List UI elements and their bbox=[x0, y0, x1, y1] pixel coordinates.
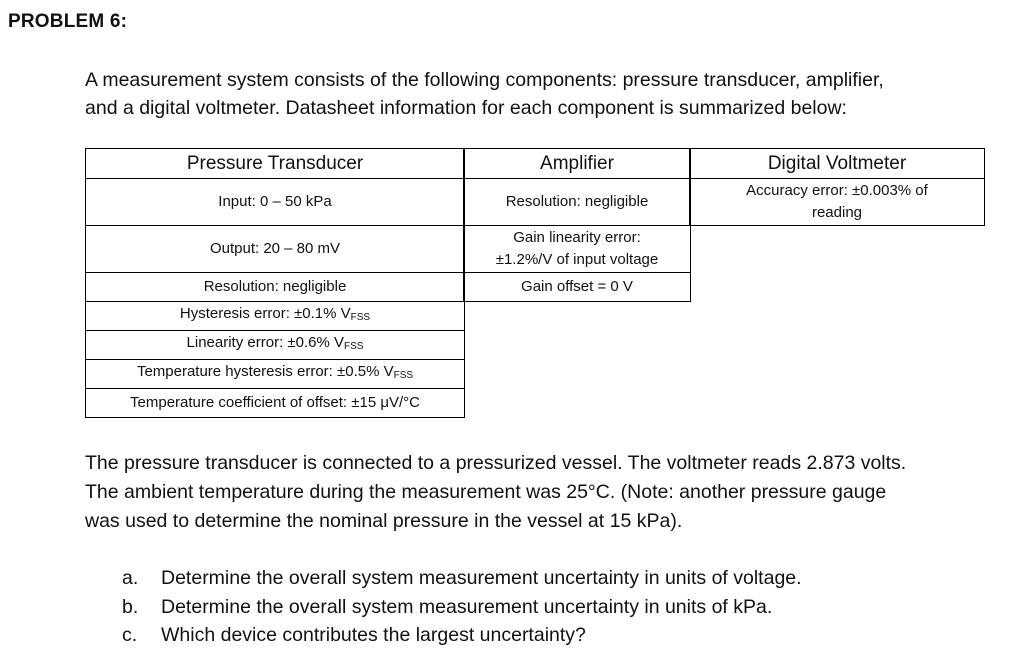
intro-line-1: A measurement system consists of the following components: pressure transducer, amplifier, bbox=[85, 69, 884, 91]
transducer-hysteresis bbox=[86, 302, 464, 331]
question-label: c. bbox=[122, 624, 138, 646]
gain-linearity-line-1: Gain linearity error: bbox=[513, 229, 641, 246]
scenario-line-2: The ambient temperature during the measurement was 25°C. (Note: another pressure gauge bbox=[85, 481, 887, 503]
accuracy-line-1: Accuracy error: ±0.003% of bbox=[746, 182, 928, 199]
amplifier-gain-linearity bbox=[464, 226, 690, 273]
amplifier-resolution: Resolution: negligible bbox=[464, 179, 690, 226]
transducer-temp-hysteresis bbox=[86, 360, 464, 389]
scenario-paragraph bbox=[85, 449, 1005, 536]
scenario-line-3: was used to determine the nominal pressure in the vessel at 15 kPa). bbox=[85, 510, 683, 532]
question-text: Which device contributes the largest uncertainty? bbox=[161, 624, 586, 646]
scenario-line-1: The pressure transducer is connected to a pressurized vessel. The voltmeter reads 2.873 volts. bbox=[85, 452, 907, 474]
accuracy-line-2: reading bbox=[811, 204, 863, 221]
transducer-resolution: Resolution: negligible bbox=[86, 273, 464, 302]
intro-paragraph bbox=[85, 66, 1005, 122]
transducer-linearity bbox=[86, 331, 464, 360]
temp-hysteresis-text: Temperature hysteresis error: ±0.5% V bbox=[136, 363, 394, 380]
amplifier-table bbox=[463, 148, 691, 302]
question-list bbox=[122, 564, 1002, 650]
problem-title: PROBLEM 6: bbox=[8, 11, 128, 32]
intro-line-2: and a digital voltmeter. Datasheet information for each component is summarized below: bbox=[85, 97, 847, 119]
fss-subscript: FSS bbox=[344, 341, 364, 352]
question-text: Determine the overall system measurement uncertainty in units of voltage. bbox=[161, 567, 802, 589]
transducer-table bbox=[85, 148, 465, 418]
question-label: a. bbox=[122, 567, 139, 589]
linearity-text: Linearity error: ±0.6% V bbox=[186, 334, 344, 351]
fss-subscript: FSS bbox=[393, 370, 414, 381]
amplifier-gain-offset: Gain offset = 0 V bbox=[464, 273, 690, 302]
voltmeter-accuracy bbox=[690, 179, 984, 226]
question-label: b. bbox=[122, 595, 139, 618]
question-item bbox=[122, 593, 1002, 622]
amplifier-header: Amplifier bbox=[464, 149, 690, 179]
gain-linearity-line-2: ±1.2%/V of input voltage bbox=[495, 251, 659, 268]
voltmeter-table bbox=[689, 148, 985, 226]
question-text: Determine the overall system measurement uncertainty in units of kPa. bbox=[161, 595, 773, 618]
transducer-input: Input: 0 – 50 kPa bbox=[86, 179, 464, 226]
question-item bbox=[122, 621, 1002, 650]
question-item bbox=[122, 564, 1002, 593]
voltmeter-header: Digital Voltmeter bbox=[690, 149, 984, 179]
transducer-header: Pressure Transducer bbox=[86, 149, 464, 179]
hysteresis-text: Hysteresis error: ±0.1% V bbox=[179, 305, 351, 322]
transducer-output: Output: 20 – 80 mV bbox=[86, 226, 464, 273]
fss-subscript: FSS bbox=[350, 312, 371, 323]
transducer-temp-coefficient: Temperature coefficient of offset: ±15 μV/°C bbox=[86, 389, 464, 418]
